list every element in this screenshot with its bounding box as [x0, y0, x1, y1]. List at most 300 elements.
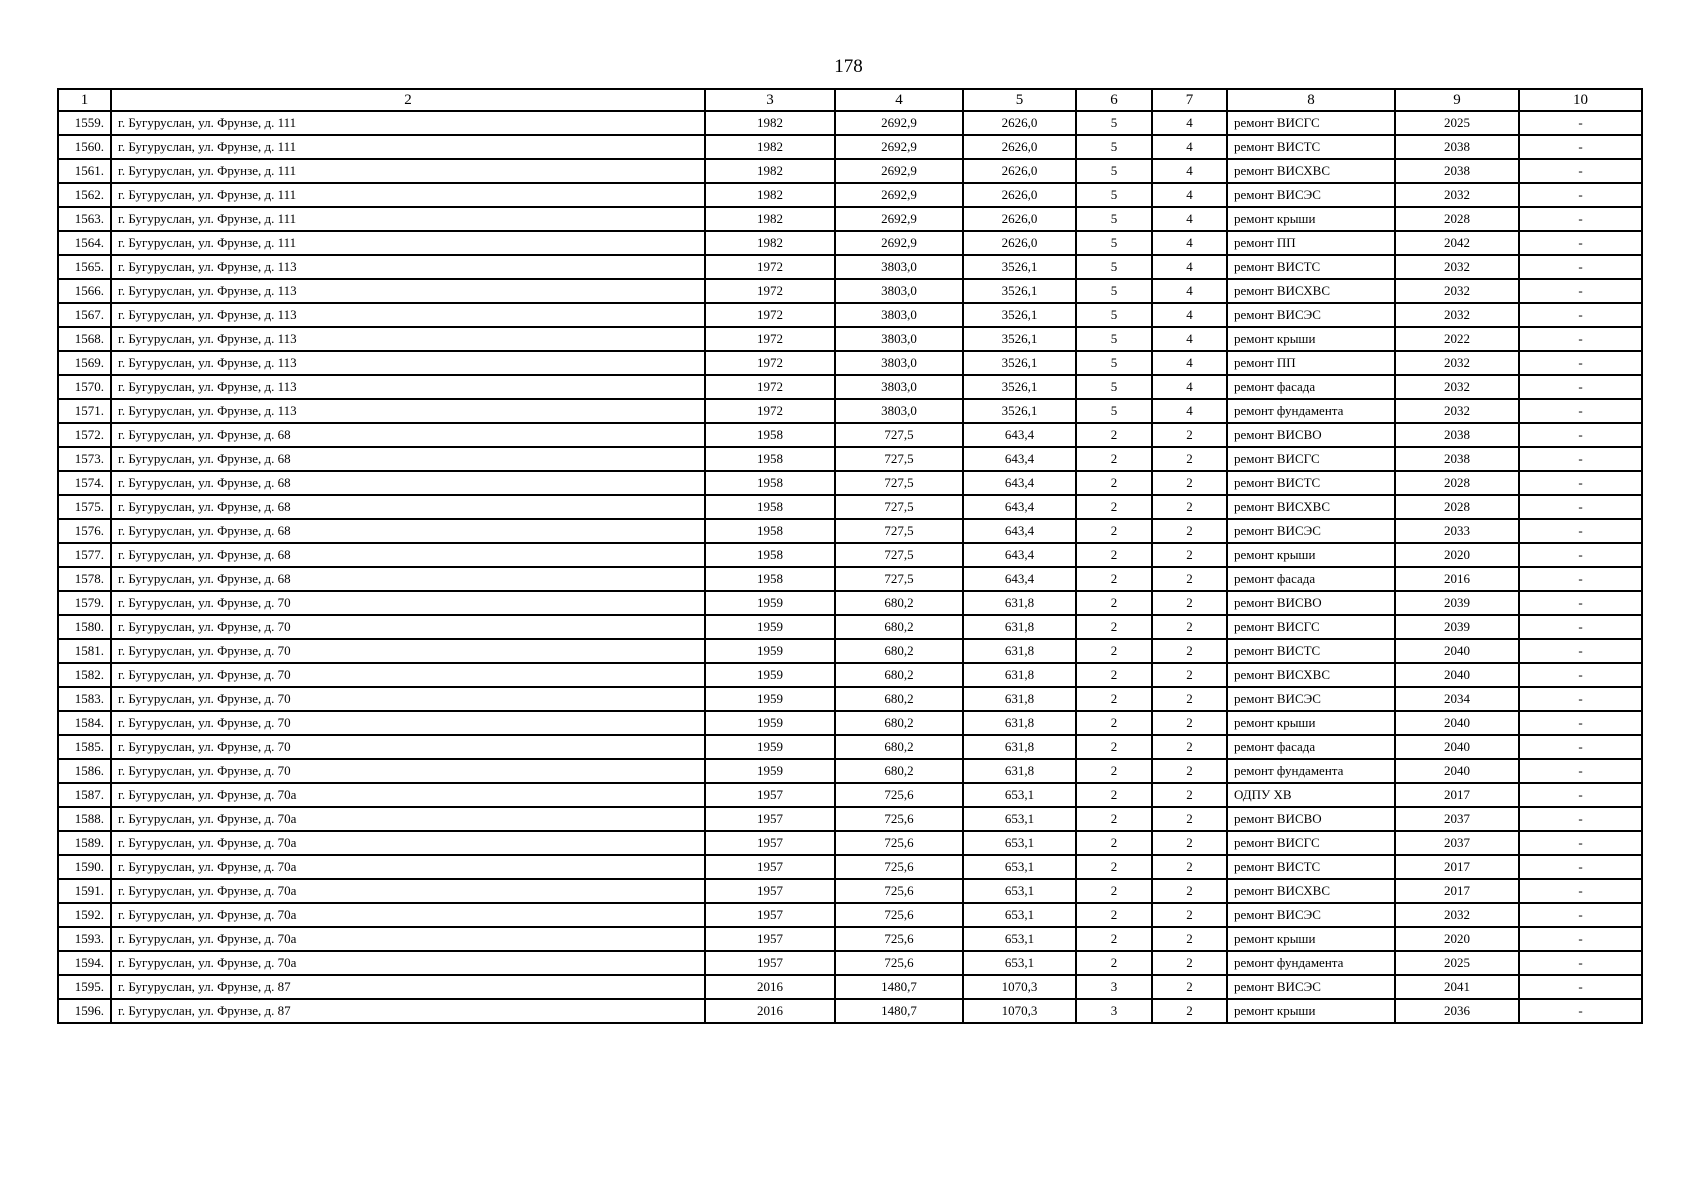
row-number-cell: 1582.: [58, 663, 111, 687]
table-row: [58, 759, 1642, 783]
note-cell: -: [1519, 831, 1642, 855]
entrances-cell: 4: [1152, 135, 1227, 159]
total-area-cell: 2692,9: [835, 207, 963, 231]
total-area-cell: 3803,0: [835, 279, 963, 303]
year-cell: 1958: [705, 567, 835, 591]
note-cell: -: [1519, 567, 1642, 591]
address-cell: г. Бугуруслан, ул. Фрунзе, д. 70а: [111, 927, 705, 951]
entrances-cell: 2: [1152, 927, 1227, 951]
year-cell: 2016: [705, 999, 835, 1023]
work-type-cell: ремонт ВИСЭС: [1227, 903, 1395, 927]
row-number-cell: 1560.: [58, 135, 111, 159]
page-number: 178: [834, 56, 863, 77]
table-row: [58, 663, 1642, 687]
column-header: 10: [1519, 89, 1642, 111]
year-cell: 1959: [705, 639, 835, 663]
total-area-cell: 727,5: [835, 543, 963, 567]
row-number-cell: 1596.: [58, 999, 111, 1023]
planned-year-cell: 2032: [1395, 255, 1519, 279]
floors-cell: 2: [1076, 927, 1152, 951]
living-area-cell: 653,1: [963, 879, 1076, 903]
entrances-cell: 2: [1152, 615, 1227, 639]
year-cell: 1958: [705, 519, 835, 543]
row-number-cell: 1578.: [58, 567, 111, 591]
living-area-cell: 643,4: [963, 519, 1076, 543]
row-number-cell: 1587.: [58, 783, 111, 807]
planned-year-cell: 2032: [1395, 279, 1519, 303]
living-area-cell: 643,4: [963, 423, 1076, 447]
total-area-cell: 1480,7: [835, 999, 963, 1023]
total-area-cell: 725,6: [835, 951, 963, 975]
year-cell: 1982: [705, 183, 835, 207]
table-row: [58, 111, 1642, 135]
floors-cell: 2: [1076, 639, 1152, 663]
note-cell: -: [1519, 255, 1642, 279]
total-area-cell: 3803,0: [835, 375, 963, 399]
living-area-cell: 653,1: [963, 903, 1076, 927]
planned-year-cell: 2017: [1395, 783, 1519, 807]
address-cell: г. Бугуруслан, ул. Фрунзе, д. 70: [111, 735, 705, 759]
total-area-cell: 680,2: [835, 591, 963, 615]
planned-year-cell: 2039: [1395, 615, 1519, 639]
entrances-cell: 2: [1152, 495, 1227, 519]
table-row: [58, 279, 1642, 303]
floors-cell: 5: [1076, 111, 1152, 135]
work-type-cell: ремонт ВИСЭС: [1227, 687, 1395, 711]
planned-year-cell: 2032: [1395, 399, 1519, 423]
total-area-cell: 725,6: [835, 927, 963, 951]
note-cell: -: [1519, 327, 1642, 351]
planned-year-cell: 2040: [1395, 759, 1519, 783]
note-cell: -: [1519, 135, 1642, 159]
work-type-cell: ремонт крыши: [1227, 207, 1395, 231]
year-cell: 1982: [705, 207, 835, 231]
note-cell: -: [1519, 183, 1642, 207]
year-cell: 1972: [705, 255, 835, 279]
address-cell: г. Бугуруслан, ул. Фрунзе, д. 68: [111, 471, 705, 495]
work-type-cell: ремонт ВИСХВС: [1227, 879, 1395, 903]
living-area-cell: 643,4: [963, 495, 1076, 519]
row-number-cell: 1566.: [58, 279, 111, 303]
floors-cell: 2: [1076, 759, 1152, 783]
total-area-cell: 3803,0: [835, 303, 963, 327]
address-cell: г. Бугуруслан, ул. Фрунзе, д. 113: [111, 399, 705, 423]
floors-cell: 5: [1076, 351, 1152, 375]
work-type-cell: ремонт крыши: [1227, 711, 1395, 735]
header-row: [58, 89, 1642, 111]
floors-cell: 3: [1076, 975, 1152, 999]
row-number-cell: 1569.: [58, 351, 111, 375]
year-cell: 1982: [705, 159, 835, 183]
note-cell: -: [1519, 615, 1642, 639]
work-type-cell: ремонт ВИСЭС: [1227, 975, 1395, 999]
work-type-cell: ремонт ВИСТС: [1227, 255, 1395, 279]
floors-cell: 2: [1076, 711, 1152, 735]
table-row: [58, 567, 1642, 591]
total-area-cell: 2692,9: [835, 231, 963, 255]
work-type-cell: ремонт ВИСВО: [1227, 591, 1395, 615]
entrances-cell: 4: [1152, 399, 1227, 423]
work-type-cell: ремонт ВИСЭС: [1227, 183, 1395, 207]
planned-year-cell: 2040: [1395, 639, 1519, 663]
address-cell: г. Бугуруслан, ул. Фрунзе, д. 113: [111, 327, 705, 351]
column-header: 4: [835, 89, 963, 111]
address-cell: г. Бугуруслан, ул. Фрунзе, д. 70а: [111, 879, 705, 903]
year-cell: 1959: [705, 735, 835, 759]
year-cell: 1957: [705, 855, 835, 879]
note-cell: -: [1519, 783, 1642, 807]
total-area-cell: 727,5: [835, 519, 963, 543]
entrances-cell: 2: [1152, 663, 1227, 687]
living-area-cell: 643,4: [963, 543, 1076, 567]
table-row: [58, 423, 1642, 447]
planned-year-cell: 2037: [1395, 807, 1519, 831]
work-type-cell: ремонт ВИСТС: [1227, 471, 1395, 495]
living-area-cell: 631,8: [963, 615, 1076, 639]
address-cell: г. Бугуруслан, ул. Фрунзе, д. 70: [111, 687, 705, 711]
note-cell: -: [1519, 927, 1642, 951]
table-row: [58, 807, 1642, 831]
row-number-cell: 1561.: [58, 159, 111, 183]
address-cell: г. Бугуруслан, ул. Фрунзе, д. 70а: [111, 855, 705, 879]
living-area-cell: 653,1: [963, 927, 1076, 951]
address-cell: г. Бугуруслан, ул. Фрунзе, д. 68: [111, 567, 705, 591]
floors-cell: 2: [1076, 447, 1152, 471]
note-cell: -: [1519, 879, 1642, 903]
row-number-cell: 1573.: [58, 447, 111, 471]
table-row: [58, 783, 1642, 807]
planned-year-cell: 2037: [1395, 831, 1519, 855]
note-cell: -: [1519, 951, 1642, 975]
planned-year-cell: 2017: [1395, 855, 1519, 879]
work-type-cell: ремонт ПП: [1227, 231, 1395, 255]
row-number-cell: 1562.: [58, 183, 111, 207]
total-area-cell: 680,2: [835, 711, 963, 735]
address-cell: г. Бугуруслан, ул. Фрунзе, д. 111: [111, 111, 705, 135]
row-number-cell: 1586.: [58, 759, 111, 783]
floors-cell: 5: [1076, 255, 1152, 279]
floors-cell: 5: [1076, 375, 1152, 399]
note-cell: -: [1519, 231, 1642, 255]
row-number-cell: 1572.: [58, 423, 111, 447]
column-header: 2: [111, 89, 705, 111]
table-row: [58, 855, 1642, 879]
address-cell: г. Бугуруслан, ул. Фрунзе, д. 70: [111, 759, 705, 783]
column-header: 3: [705, 89, 835, 111]
entrances-cell: 4: [1152, 111, 1227, 135]
floors-cell: 5: [1076, 135, 1152, 159]
planned-year-cell: 2040: [1395, 711, 1519, 735]
floors-cell: 2: [1076, 471, 1152, 495]
entrances-cell: 2: [1152, 879, 1227, 903]
floors-cell: 2: [1076, 591, 1152, 615]
year-cell: 1959: [705, 687, 835, 711]
floors-cell: 2: [1076, 951, 1152, 975]
row-number-cell: 1574.: [58, 471, 111, 495]
note-cell: -: [1519, 399, 1642, 423]
column-header: 1: [58, 89, 111, 111]
year-cell: 1959: [705, 663, 835, 687]
living-area-cell: 631,8: [963, 711, 1076, 735]
table-row: [58, 927, 1642, 951]
row-number-cell: 1568.: [58, 327, 111, 351]
row-number-cell: 1593.: [58, 927, 111, 951]
row-number-cell: 1584.: [58, 711, 111, 735]
living-area-cell: 653,1: [963, 855, 1076, 879]
living-area-cell: 2626,0: [963, 231, 1076, 255]
table-row: [58, 327, 1642, 351]
planned-year-cell: 2032: [1395, 903, 1519, 927]
entrances-cell: 2: [1152, 951, 1227, 975]
year-cell: 1958: [705, 543, 835, 567]
planned-year-cell: 2020: [1395, 927, 1519, 951]
table-row: [58, 687, 1642, 711]
row-number-cell: 1585.: [58, 735, 111, 759]
entrances-cell: 2: [1152, 423, 1227, 447]
total-area-cell: 3803,0: [835, 327, 963, 351]
note-cell: -: [1519, 903, 1642, 927]
address-cell: г. Бугуруслан, ул. Фрунзе, д. 68: [111, 543, 705, 567]
address-cell: г. Бугуруслан, ул. Фрунзе, д. 70: [111, 615, 705, 639]
address-cell: г. Бугуруслан, ул. Фрунзе, д. 70а: [111, 903, 705, 927]
table-row: [58, 519, 1642, 543]
note-cell: -: [1519, 303, 1642, 327]
living-area-cell: 3526,1: [963, 375, 1076, 399]
total-area-cell: 725,6: [835, 807, 963, 831]
address-cell: г. Бугуруслан, ул. Фрунзе, д. 68: [111, 423, 705, 447]
note-cell: -: [1519, 495, 1642, 519]
floors-cell: 5: [1076, 159, 1152, 183]
total-area-cell: 3803,0: [835, 399, 963, 423]
floors-cell: 5: [1076, 303, 1152, 327]
year-cell: 1957: [705, 879, 835, 903]
planned-year-cell: 2036: [1395, 999, 1519, 1023]
address-cell: г. Бугуруслан, ул. Фрунзе, д. 111: [111, 183, 705, 207]
total-area-cell: 727,5: [835, 447, 963, 471]
address-cell: г. Бугуруслан, ул. Фрунзе, д. 68: [111, 519, 705, 543]
year-cell: 2016: [705, 975, 835, 999]
entrances-cell: 4: [1152, 279, 1227, 303]
row-number-cell: 1564.: [58, 231, 111, 255]
living-area-cell: 3526,1: [963, 399, 1076, 423]
year-cell: 1959: [705, 591, 835, 615]
work-type-cell: ремонт крыши: [1227, 999, 1395, 1023]
note-cell: -: [1519, 519, 1642, 543]
entrances-cell: 4: [1152, 159, 1227, 183]
planned-year-cell: 2033: [1395, 519, 1519, 543]
floors-cell: 2: [1076, 807, 1152, 831]
address-cell: г. Бугуруслан, ул. Фрунзе, д. 111: [111, 135, 705, 159]
work-type-cell: ремонт ВИСВО: [1227, 807, 1395, 831]
note-cell: -: [1519, 711, 1642, 735]
address-cell: г. Бугуруслан, ул. Фрунзе, д. 113: [111, 255, 705, 279]
table-row: [58, 447, 1642, 471]
year-cell: 1972: [705, 279, 835, 303]
year-cell: 1959: [705, 759, 835, 783]
address-cell: г. Бугуруслан, ул. Фрунзе, д. 111: [111, 159, 705, 183]
living-area-cell: 653,1: [963, 783, 1076, 807]
entrances-cell: 2: [1152, 855, 1227, 879]
floors-cell: 5: [1076, 327, 1152, 351]
address-cell: г. Бугуруслан, ул. Фрунзе, д. 113: [111, 375, 705, 399]
address-cell: г. Бугуруслан, ул. Фрунзе, д. 68: [111, 495, 705, 519]
address-cell: г. Бугуруслан, ул. Фрунзе, д. 70а: [111, 951, 705, 975]
total-area-cell: 725,6: [835, 831, 963, 855]
total-area-cell: 680,2: [835, 663, 963, 687]
year-cell: 1972: [705, 351, 835, 375]
note-cell: -: [1519, 375, 1642, 399]
row-number-cell: 1580.: [58, 615, 111, 639]
table-row: [58, 615, 1642, 639]
table-row: [58, 735, 1642, 759]
living-area-cell: 631,8: [963, 735, 1076, 759]
year-cell: 1957: [705, 951, 835, 975]
planned-year-cell: 2040: [1395, 663, 1519, 687]
floors-cell: 2: [1076, 855, 1152, 879]
planned-year-cell: 2032: [1395, 303, 1519, 327]
planned-year-cell: 2038: [1395, 135, 1519, 159]
total-area-cell: 725,6: [835, 783, 963, 807]
table-row: [58, 999, 1642, 1023]
note-cell: -: [1519, 207, 1642, 231]
work-type-cell: ремонт крыши: [1227, 543, 1395, 567]
work-type-cell: ремонт ВИСТС: [1227, 855, 1395, 879]
row-number-cell: 1583.: [58, 687, 111, 711]
table-row: [58, 711, 1642, 735]
floors-cell: 2: [1076, 879, 1152, 903]
note-cell: -: [1519, 687, 1642, 711]
floors-cell: 2: [1076, 831, 1152, 855]
total-area-cell: 2692,9: [835, 183, 963, 207]
work-type-cell: ремонт ВИСХВС: [1227, 279, 1395, 303]
total-area-cell: 727,5: [835, 423, 963, 447]
floors-cell: 2: [1076, 567, 1152, 591]
work-type-cell: ремонт фундамента: [1227, 759, 1395, 783]
address-cell: г. Бугуруслан, ул. Фрунзе, д. 87: [111, 999, 705, 1023]
total-area-cell: 680,2: [835, 735, 963, 759]
floors-cell: 2: [1076, 687, 1152, 711]
row-number-cell: 1570.: [58, 375, 111, 399]
floors-cell: 2: [1076, 495, 1152, 519]
note-cell: -: [1519, 639, 1642, 663]
entrances-cell: 4: [1152, 207, 1227, 231]
planned-year-cell: 2020: [1395, 543, 1519, 567]
table-row: [58, 303, 1642, 327]
entrances-cell: 4: [1152, 183, 1227, 207]
living-area-cell: 631,8: [963, 591, 1076, 615]
work-type-cell: ОДПУ ХВ: [1227, 783, 1395, 807]
total-area-cell: 727,5: [835, 567, 963, 591]
table-row: [58, 831, 1642, 855]
row-number-cell: 1571.: [58, 399, 111, 423]
note-cell: -: [1519, 471, 1642, 495]
table-row: [58, 639, 1642, 663]
row-number-cell: 1592.: [58, 903, 111, 927]
planned-year-cell: 2025: [1395, 111, 1519, 135]
column-header: 9: [1395, 89, 1519, 111]
year-cell: 1957: [705, 807, 835, 831]
entrances-cell: 2: [1152, 975, 1227, 999]
living-area-cell: 631,8: [963, 759, 1076, 783]
column-header: 6: [1076, 89, 1152, 111]
living-area-cell: 2626,0: [963, 111, 1076, 135]
work-type-cell: ремонт фасада: [1227, 375, 1395, 399]
note-cell: -: [1519, 591, 1642, 615]
row-number-cell: 1577.: [58, 543, 111, 567]
living-area-cell: 631,8: [963, 663, 1076, 687]
table-row: [58, 591, 1642, 615]
floors-cell: 5: [1076, 207, 1152, 231]
living-area-cell: 2626,0: [963, 207, 1076, 231]
entrances-cell: 2: [1152, 519, 1227, 543]
table-body: [58, 111, 1642, 1023]
table-row: [58, 183, 1642, 207]
floors-cell: 2: [1076, 615, 1152, 639]
year-cell: 1972: [705, 399, 835, 423]
living-area-cell: 1070,3: [963, 999, 1076, 1023]
note-cell: -: [1519, 759, 1642, 783]
column-header: 7: [1152, 89, 1227, 111]
table-row: [58, 879, 1642, 903]
living-area-cell: 653,1: [963, 807, 1076, 831]
table-row: [58, 351, 1642, 375]
floors-cell: 2: [1076, 663, 1152, 687]
row-number-cell: 1590.: [58, 855, 111, 879]
work-type-cell: ремонт ВИСТС: [1227, 639, 1395, 663]
address-cell: г. Бугуруслан, ул. Фрунзе, д. 70а: [111, 807, 705, 831]
repair-schedule-table: [57, 88, 1643, 1024]
floors-cell: 5: [1076, 183, 1152, 207]
work-type-cell: ремонт крыши: [1227, 327, 1395, 351]
floors-cell: 5: [1076, 399, 1152, 423]
note-cell: -: [1519, 279, 1642, 303]
table-row: [58, 375, 1642, 399]
year-cell: 1972: [705, 375, 835, 399]
work-type-cell: ремонт ВИСТС: [1227, 135, 1395, 159]
total-area-cell: 727,5: [835, 471, 963, 495]
note-cell: -: [1519, 543, 1642, 567]
address-cell: г. Бугуруслан, ул. Фрунзе, д. 87: [111, 975, 705, 999]
note-cell: -: [1519, 975, 1642, 999]
year-cell: 1959: [705, 711, 835, 735]
address-cell: г. Бугуруслан, ул. Фрунзе, д. 70а: [111, 831, 705, 855]
note-cell: -: [1519, 447, 1642, 471]
planned-year-cell: 2022: [1395, 327, 1519, 351]
floors-cell: 2: [1076, 783, 1152, 807]
work-type-cell: ремонт ВИСХВС: [1227, 495, 1395, 519]
living-area-cell: 1070,3: [963, 975, 1076, 999]
address-cell: г. Бугуруслан, ул. Фрунзе, д. 111: [111, 231, 705, 255]
planned-year-cell: 2038: [1395, 159, 1519, 183]
entrances-cell: 4: [1152, 255, 1227, 279]
total-area-cell: 1480,7: [835, 975, 963, 999]
total-area-cell: 680,2: [835, 687, 963, 711]
entrances-cell: 2: [1152, 831, 1227, 855]
floors-cell: 2: [1076, 519, 1152, 543]
year-cell: 1982: [705, 111, 835, 135]
planned-year-cell: 2028: [1395, 207, 1519, 231]
work-type-cell: ремонт ВИСГС: [1227, 111, 1395, 135]
row-number-cell: 1581.: [58, 639, 111, 663]
work-type-cell: ремонт фундамента: [1227, 399, 1395, 423]
year-cell: 1972: [705, 303, 835, 327]
living-area-cell: 2626,0: [963, 135, 1076, 159]
entrances-cell: 2: [1152, 591, 1227, 615]
planned-year-cell: 2038: [1395, 447, 1519, 471]
total-area-cell: 680,2: [835, 615, 963, 639]
note-cell: -: [1519, 855, 1642, 879]
row-number-cell: 1591.: [58, 879, 111, 903]
